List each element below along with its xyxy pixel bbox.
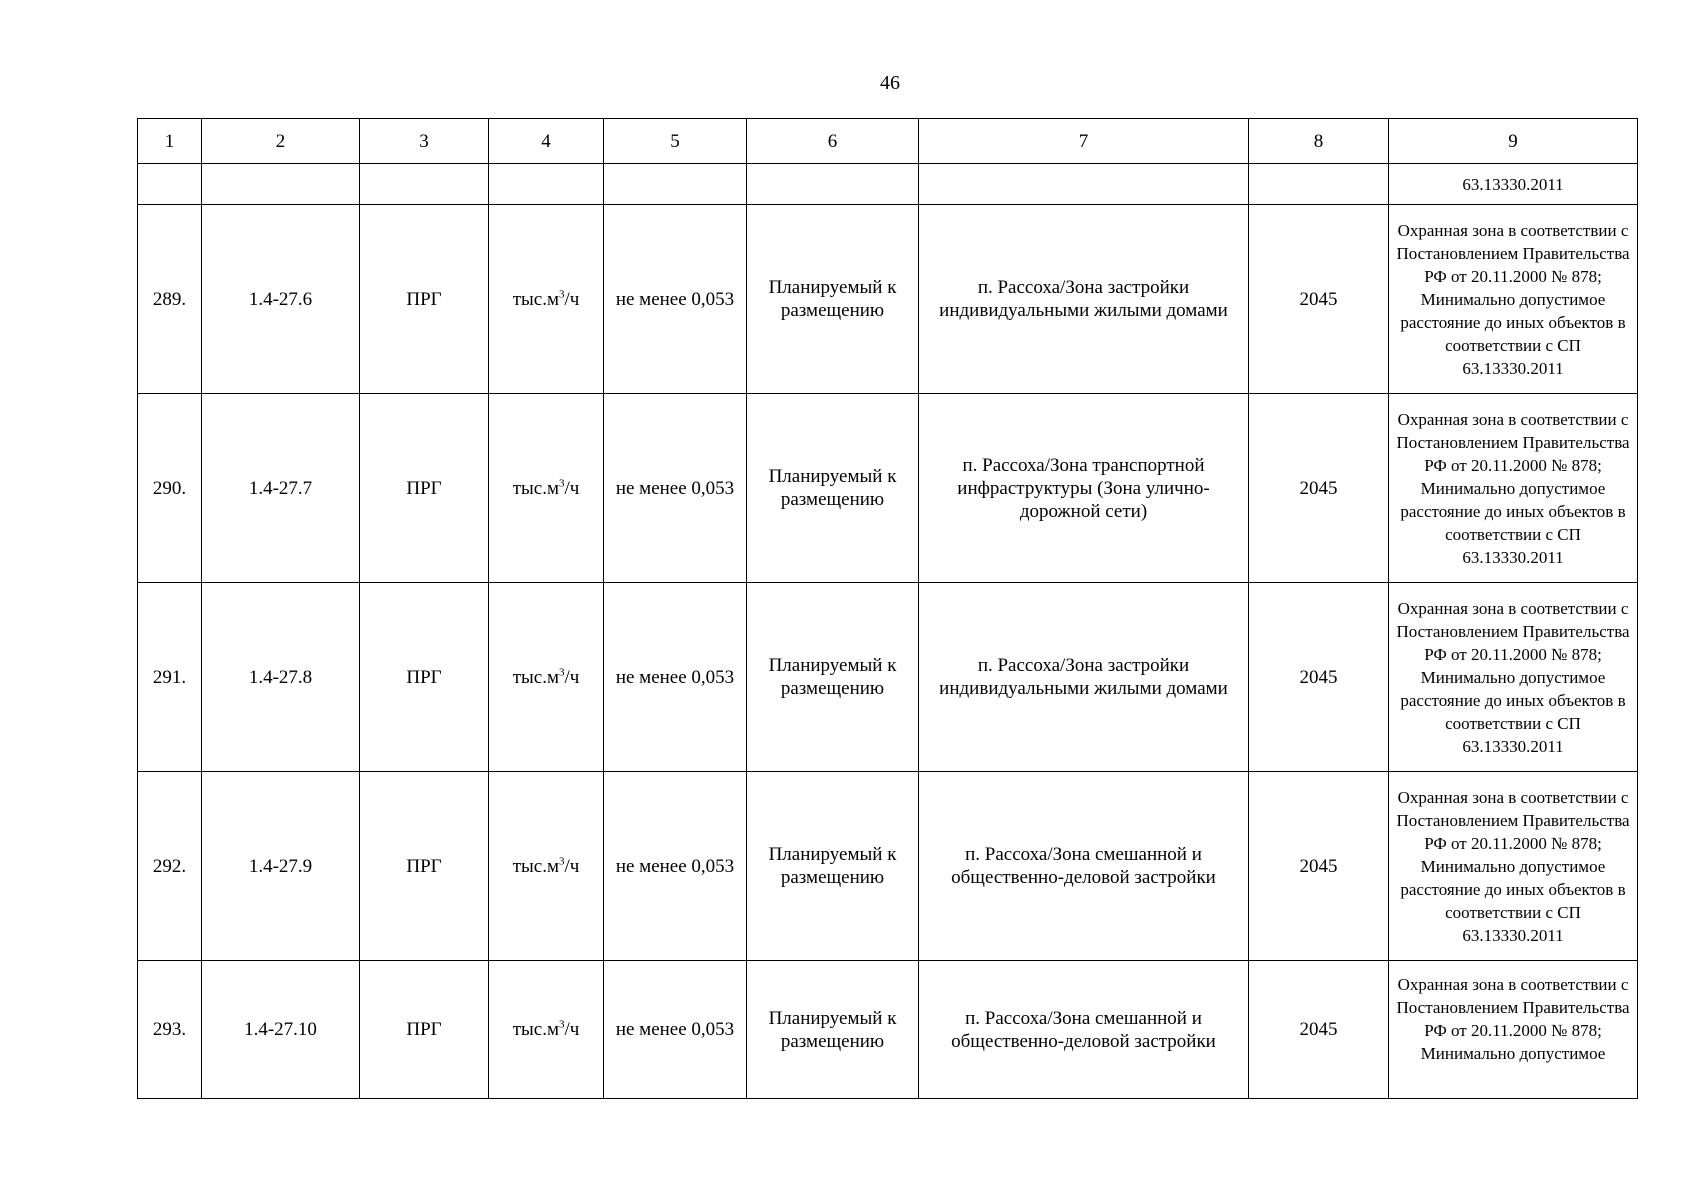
status: Планируемый к размещению xyxy=(747,583,919,772)
year: 2045 xyxy=(1249,961,1389,1099)
column-header: 7 xyxy=(919,119,1249,164)
capacity: не менее 0,053 xyxy=(604,961,747,1099)
row-number: 291. xyxy=(138,583,202,772)
column-header: 9 xyxy=(1389,119,1638,164)
unit-tail: /ч xyxy=(564,288,580,310)
status: Планируемый к размещению xyxy=(747,772,919,961)
status: Планируемый к размещению xyxy=(747,205,919,394)
object-code: 1.4-27.8 xyxy=(202,583,360,772)
object-code: 1.4-27.6 xyxy=(202,205,360,394)
row-number: 292. xyxy=(138,772,202,961)
status: Планируемый к размещению xyxy=(747,394,919,583)
location: п. Рассоха/Зона застройки индивидуальными жилыми домами xyxy=(919,583,1249,772)
zone-description: Охранная зона в соответствии с Постановлением Правительства РФ от 20.11.2000 № 878; Минимально допустимое расстояние до иных объектов в соответствии с СП 63.13330.2011 xyxy=(1389,394,1638,583)
table-row xyxy=(138,205,1638,394)
object-code: 1.4-27.7 xyxy=(202,394,360,583)
column-header: 8 xyxy=(1249,119,1389,164)
object-type: ПРГ xyxy=(360,394,489,583)
capacity: не менее 0,053 xyxy=(604,583,747,772)
unit-cell xyxy=(489,583,604,772)
table-row xyxy=(138,583,1638,772)
table-row xyxy=(138,772,1638,961)
unit-tail: /ч xyxy=(564,855,580,877)
unit-base: тыс.м xyxy=(512,1019,559,1040)
table-row xyxy=(138,394,1638,583)
column-header: 5 xyxy=(604,119,747,164)
capacity: не менее 0,053 xyxy=(604,205,747,394)
unit-cell xyxy=(489,394,604,583)
column-header: 4 xyxy=(489,119,604,164)
continuation-row xyxy=(138,164,1638,205)
unit-base: тыс.м xyxy=(512,855,559,877)
year: 2045 xyxy=(1249,205,1389,394)
unit-exponent: 3 xyxy=(558,666,565,679)
zone-description: Охранная зона в соответствии с Постановлением Правительства РФ от 20.11.2000 № 878; Минимально допустимое расстояние до иных объектов в соответствии с СП 63.13330.2011 xyxy=(1389,583,1638,772)
empty-cell xyxy=(202,164,360,205)
empty-cell xyxy=(747,164,919,205)
zone-description: Охранная зона в соответствии с Постановлением Правительства РФ от 20.11.2000 № 878; Минимально допустимое расстояние до иных объектов в соответствии с СП 63.13330.2011 xyxy=(1389,772,1638,961)
empty-cell xyxy=(919,164,1249,205)
object-type: ПРГ xyxy=(360,772,489,961)
unit-tail: /ч xyxy=(564,666,580,688)
year: 2045 xyxy=(1249,772,1389,961)
unit-base: тыс.м xyxy=(512,477,559,499)
page-number: 46 xyxy=(880,72,900,94)
continuation-note: 63.13330.2011 xyxy=(1389,164,1638,205)
year: 2045 xyxy=(1249,583,1389,772)
unit-cell xyxy=(489,772,604,961)
unit-cell xyxy=(489,961,604,1099)
zone-description: Охранная зона в соответствии с Постановлением Правительства РФ от 20.11.2000 № 878; Минимально допустимое xyxy=(1389,961,1638,1099)
unit-exponent: 3 xyxy=(558,288,565,301)
row-number: 289. xyxy=(138,205,202,394)
zone-description: Охранная зона в соответствии с Постановлением Правительства РФ от 20.11.2000 № 878; Минимально допустимое расстояние до иных объектов в соответствии с СП 63.13330.2011 xyxy=(1389,205,1638,394)
object-type: ПРГ xyxy=(360,583,489,772)
empty-cell xyxy=(604,164,747,205)
column-header: 3 xyxy=(360,119,489,164)
object-type: ПРГ xyxy=(360,205,489,394)
object-code: 1.4-27.10 xyxy=(202,961,360,1099)
empty-cell xyxy=(138,164,202,205)
column-header: 1 xyxy=(138,119,202,164)
header-row xyxy=(138,119,1638,164)
status: Планируемый к размещению xyxy=(747,961,919,1099)
row-number: 290. xyxy=(138,394,202,583)
empty-cell xyxy=(360,164,489,205)
column-header: 2 xyxy=(202,119,360,164)
unit-exponent: 3 xyxy=(558,477,565,490)
table-row xyxy=(138,961,1638,1099)
unit-base: тыс.м xyxy=(512,666,559,688)
unit-exponent: 3 xyxy=(558,1018,565,1031)
capacity: не менее 0,053 xyxy=(604,394,747,583)
empty-cell xyxy=(1249,164,1389,205)
registry-table xyxy=(137,118,1638,1099)
column-header: 6 xyxy=(747,119,919,164)
unit-exponent: 3 xyxy=(558,855,565,868)
location: п. Рассоха/Зона смешанной и общественно-деловой застройки xyxy=(919,961,1249,1099)
location: п. Рассоха/Зона смешанной и общественно-деловой застройки xyxy=(919,772,1249,961)
capacity: не менее 0,053 xyxy=(604,772,747,961)
unit-cell xyxy=(489,205,604,394)
unit-tail: /ч xyxy=(564,1019,580,1040)
object-type: ПРГ xyxy=(360,961,489,1099)
unit-base: тыс.м xyxy=(512,288,559,310)
row-number: 293. xyxy=(138,961,202,1099)
location: п. Рассоха/Зона транспортной инфраструктуры (Зона улично-дорожной сети) xyxy=(919,394,1249,583)
empty-cell xyxy=(489,164,604,205)
object-code: 1.4-27.9 xyxy=(202,772,360,961)
location: п. Рассоха/Зона застройки индивидуальными жилыми домами xyxy=(919,205,1249,394)
unit-tail: /ч xyxy=(564,477,580,499)
year: 2045 xyxy=(1249,394,1389,583)
